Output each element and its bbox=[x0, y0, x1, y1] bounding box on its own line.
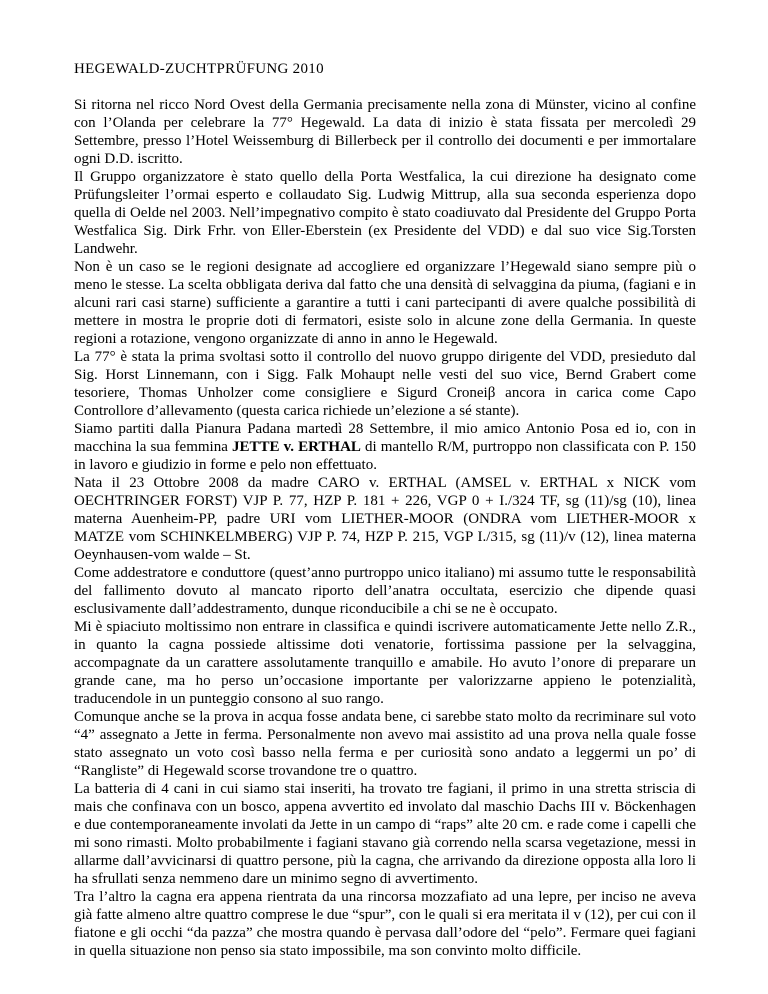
paragraph-departure-text-b: di mantello R/M, purtroppo non classificata con P. 150 in lavoro e giudizio in forme e pelo non effettuato. bbox=[74, 439, 697, 473]
paragraph-intro: Si ritorna nel ricco Nord Ovest della Germania precisamente nella zona di Münster, vicino al confine con l’Olanda per celebrare la 77° Hegewald. La data di inizio è stata fissata per mercoledì 29 Settembre, presso l’Hotel Weissemburg di Billerbeck per il controllo dei documenti e per immortalare ogni D.D. iscritto. bbox=[74, 97, 696, 167]
document-page bbox=[74, 60, 696, 960]
paragraph-regions: Non è un caso se le regioni designate ad accogliere ed organizzare l’Hegewald siano sempre più o meno le stesse. La scelta obbligata deriva dal fatto che una densità di selvaggina da piuma, (fagiani e in alcuni rari casi starne) sufficiente a garantire a tutti i cani partecipanti di avere qualche possibilità di mettere in mostra le proprie doti di fermatori, esiste solo in alcune zone della Germania. In queste regioni a rotazione, vengono organizzate di anno in anno le Hegewald. bbox=[74, 259, 696, 347]
paragraph-water-test: Comunque anche se la prova in acqua fosse andata bene, ci sarebbe stato molto da recriminare sul voto “4” assegnato a Jette in ferma. Personalmente non avevo mai assistito ad una prova nella quale fosse stato assegnato un voto così basso nella ferma e per curiosità sono andato a leggermi un po’ di “Rangliste” di Hegewald scorse trovandone tre o quattro. bbox=[74, 709, 696, 779]
paragraph-pedigree: Nata il 23 Ottobre 2008 da madre CARO v. ERTHAL (AMSEL v. ERTHAL x NICK vom OECHTRINGER FORST) VJP P. 77, HZP P. 181 + 226, VGP 0 + I./324 TF, sg (11)/sg (10), linea materna Auenheim-PP, padre URI vom LIETHER-MOOR (ONDRA vom LIETHER-MOOR x MATZE vom SCHINKELMBERG) VJP P. 74, HZP P. 215, VGP I./315, sg (11)/v (12), linea materna Oeynhausen-vom walde – St. bbox=[74, 475, 696, 563]
paragraph-hare-chase: Tra l’altro la cagna era appena rientrata da una rincorsa mozzafiato ad una lepre, per inciso ne aveva già fatte almeno altre quattro comprese le due “spur”, con le quali si era meritata il v (12), per cui con il fiatone e gli occhi “da pazza” che mostra quando è pervasa dall’odore del “pelo”. Fermare quei fagiani in quella situazione non penso sia stato impossibile, ma son convinto molto difficile. bbox=[74, 889, 696, 959]
paragraph-responsibility: Come addestratore e conduttore (quest’anno purtroppo unico italiano) mi assumo tutte le responsabilità del fallimento dovuto al mancato riporto dell’anatra occultata, esercizio che dipende quasi esclusivamente dall’addestramento, dunque riconducibile a chi se ne è occupato. bbox=[74, 565, 696, 617]
document-title: HEGEWALD-ZUCHTPRÜFUNG 2010 bbox=[74, 61, 324, 77]
title-spacer bbox=[74, 78, 696, 96]
paragraph-departure-text-a: Siamo partiti dalla Pianura Padana martedì 28 Settembre, il mio amico Antonio Posa ed io, con in macchina la sua femmina bbox=[74, 421, 696, 455]
paragraph-regret: Mi è spiaciuto moltissimo non entrare in classifica e quindi iscrivere automaticamente Jette nello Z.R., in quanto la cagna possiede altissime doti venatorie, fortissima passione per la selvaggina, accompagnate da un carattere assolutamente tranquillo e amabile. Ho avuto l’onore di preparare un grande cane, ma ho perso un’occasione importante per valorizzarne appieno le potenzialità, traducendole in un punteggio consono al suo rango. bbox=[74, 619, 696, 707]
paragraph-pheasants: La batteria di 4 cani in cui siamo stai inseriti, ha trovato tre fagiani, il primo in una stretta striscia di mais che confinava con un bosco, appena avvertito ed involato dal maschio Dachs III v. Böckenhagen e due contemporaneamente involati da Jette in un campo di “raps” alte 20 cm. e rade come i capelli che mi sono rimasti. Molto probabilmente i fagiani stavano già correndo nella scarsa vegetazione, messi in allarme dall’avvicinarsi di quattro persone, più la cagna, che arrivando da direzione opposta alla loro li ha sfrullati senza nemmeno dare un minimo segno di avvertimento. bbox=[74, 781, 696, 887]
dog-name-bold: JETTE v. ERTHAL bbox=[231, 439, 361, 455]
paragraph-departure bbox=[74, 420, 696, 474]
paragraph-organizers: Il Gruppo organizzatore è stato quello della Porta Westfalica, la cui direzione ha designato come Prüfungsleiter l’ormai esperto e collaudato Sig. Ludwig Mittrup, alla sua seconda esperienza dopo quella di Oelde nel 2003. Nell’impegnativo compito è stato coadiuvato dal Presidente del Gruppo Porta Westfalica Sig. Dirk Frhr. von Eller-Eberstein (ex Presidente del VDD) e dal suo vice Sig.Torsten Landwehr. bbox=[74, 169, 696, 257]
paragraph-vdd-leadership: La 77° è stata la prima svoltasi sotto il controllo del nuovo gruppo dirigente del VDD, presieduto dal Sig. Horst Linnemann, con i Sigg. Falk Mohaupt nelle vesti del suo vice, Bernd Grabert come tesoriere, Thomas Unholzer come consigliere e Sigurd Croneiβ ancora in carica come Capo Controllore d’allevamento (questa carica richiede un’elezione a sé stante). bbox=[74, 349, 696, 419]
